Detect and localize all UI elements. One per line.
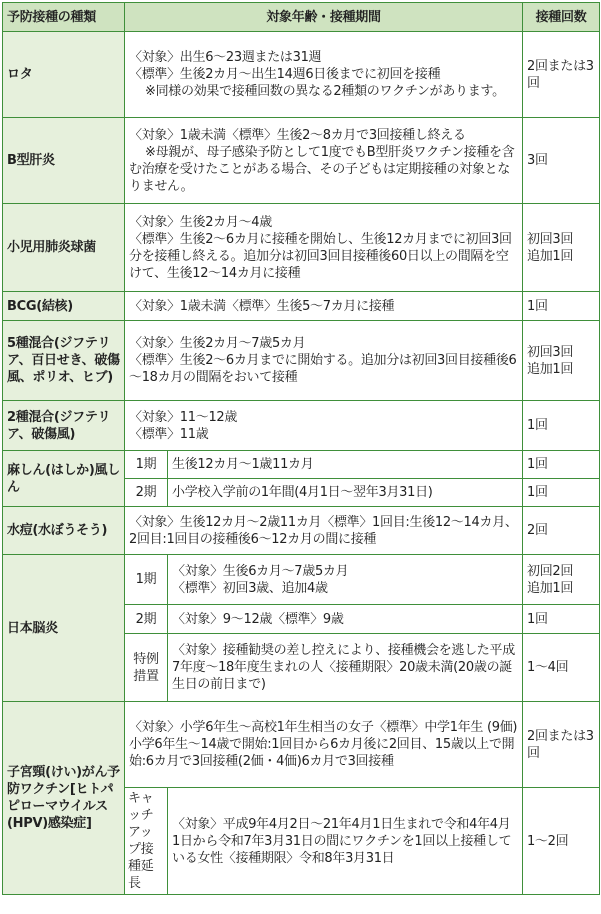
vaccination-schedule	[2, 2, 599, 895]
period-varicella: 〈対象〉生後12カ月～2歳11カ月〈標準〉1回目:生後12～14カ月、2回目:1回目の接種後6～12カ月の間に接種	[125, 507, 523, 555]
count-hpv: 2回または3回	[523, 702, 600, 788]
je-phase1-label: 1期	[125, 555, 168, 605]
five-count-initial: 初回3回	[527, 344, 574, 360]
five-standard: 〈標準〉生後2～6カ月までに開始する。追加分は初回3回目接種後6～18カ月の間隔をおいて接種	[129, 353, 517, 385]
five-count-booster: 追加1回	[527, 361, 574, 377]
count-pneumo	[523, 204, 600, 292]
table-row-je-1	[3, 555, 600, 605]
je-phase1-standard: 〈標準〉初回3歳、追加4歳	[172, 580, 328, 596]
period-five	[125, 321, 523, 401]
vaccine-name-je: 日本脳炎	[3, 555, 125, 702]
pneumo-standard: 〈標準〉生後2～6カ月に接種を開始し、生後12カ月までに初回3回分を接種し終える。追加分は初回3回目接種後60日以上の間隔を空けて、生後12～14カ月に接種	[129, 231, 512, 281]
vaccine-name-hpv: 子宮頸(けい)がん予防ワクチン[ヒトパピローマウイルス(HPV)感染症]	[3, 702, 125, 895]
period-pneumo	[125, 204, 523, 292]
measles-phase2-period: 小学校入学前の1年間(4月1日～翌年3月31日)	[168, 479, 523, 507]
header-count: 接種回数	[523, 3, 600, 32]
header-type: 予防接種の種類	[3, 3, 125, 32]
vaccine-name-bcg: BCG(結核)	[3, 292, 125, 321]
hpv-catchup-label: キャッチアップ接種延長	[125, 788, 168, 895]
rota-standard: 〈標準〉生後2カ月～出生14週6日後までに初回を接種	[129, 67, 441, 82]
table-row-pneumo	[3, 204, 600, 292]
je-count-booster: 追加1回	[527, 580, 574, 596]
je-special-label: 特例措置	[125, 634, 168, 702]
five-target: 〈対象〉生後2カ月～7歳5カ月	[129, 336, 306, 351]
je-phase2-period: 〈対象〉9～12歳〈標準〉9歳	[168, 605, 523, 634]
period-hepb	[125, 118, 523, 204]
count-varicella: 2回	[523, 507, 600, 555]
header-row	[3, 3, 600, 32]
vaccine-name-varicella: 水痘(水ぼうそう)	[3, 507, 125, 555]
vaccine-name-two: 2種混合(ジフテリア、破傷風)	[3, 401, 125, 451]
rota-note: ※同様の効果で接種回数の異なる2種類のワクチンがあります。	[145, 84, 505, 99]
table-row-varicella	[3, 507, 600, 555]
measles-phase1-period: 生後12カ月～1歳11カ月	[168, 451, 523, 479]
vaccine-name-rota: ロタ	[3, 32, 125, 118]
table-row-two	[3, 401, 600, 451]
rota-target: 〈対象〉出生6～23週または31週	[129, 50, 322, 65]
count-bcg: 1回	[523, 292, 600, 321]
count-je-phase1	[523, 555, 600, 605]
vaccine-name-hepb: B型肝炎	[3, 118, 125, 204]
period-bcg: 〈対象〉1歳未満〈標準〉生後5～7カ月に接種	[125, 292, 523, 321]
count-je-phase2: 1回	[523, 605, 600, 634]
vaccine-name-five: 5種混合(ジフテリア、百日せき、破傷風、ポリオ、ヒブ)	[3, 321, 125, 401]
period-two	[125, 401, 523, 451]
table-row-rota	[3, 32, 600, 118]
table-row-hepb	[3, 118, 600, 204]
count-measles-phase1: 1回	[523, 451, 600, 479]
table-row-measles-1	[3, 451, 600, 479]
vaccine-name-pneumo: 小児用肺炎球菌	[3, 204, 125, 292]
measles-phase2-label: 2期	[125, 479, 168, 507]
je-special-period: 〈対象〉接種勧奨の差し控えにより、接種機会を逃した平成7年度～18年度生まれの人〈接種期限〉20歳未満(20歳の誕生日の前日まで)	[168, 634, 523, 702]
pneumo-count-booster: 追加1回	[527, 248, 574, 264]
count-two: 1回	[523, 401, 600, 451]
je-phase1-target: 〈対象〉生後6カ月～7歳5カ月	[172, 563, 349, 579]
count-rota: 2回または3回	[523, 32, 600, 118]
count-je-special: 1～4回	[523, 634, 600, 702]
two-standard: 〈標準〉11歳	[129, 426, 209, 442]
vaccination-table	[2, 2, 600, 895]
pneumo-count-initial: 初回3回	[527, 231, 574, 247]
measles-phase1-label: 1期	[125, 451, 168, 479]
count-hpv-catchup: 1～2回	[523, 788, 600, 895]
header-period: 対象年齢・接種期間	[125, 3, 523, 32]
two-target: 〈対象〉11～12歳	[129, 409, 238, 425]
period-rota	[125, 32, 523, 118]
table-row-five	[3, 321, 600, 401]
je-phase1-period	[168, 555, 523, 605]
table-row-bcg	[3, 292, 600, 321]
vaccine-name-measles: 麻しん(はしか)風しん	[3, 451, 125, 507]
pneumo-target: 〈対象〉生後2カ月～4歳	[129, 214, 272, 230]
table-row-hpv	[3, 702, 600, 788]
hepb-target: 〈対象〉1歳未満〈標準〉生後2～8カ月で3回接種し終える	[129, 127, 466, 143]
count-hepb: 3回	[523, 118, 600, 204]
period-hpv: 〈対象〉小学6年生～高校1年生相当の女子〈標準〉中学1年生 (9価)小学6年生～14歳で開始:1回目から6カ月後に2回目、15歳以上で開始:6カ月で3回接種(2価・4価)6カ月で3回接種	[125, 702, 523, 788]
count-five	[523, 321, 600, 401]
count-measles-phase2: 1回	[523, 479, 600, 507]
hpv-catchup-period: 〈対象〉平成9年4月2日～21年4月1日生まれで令和4年4月1日から令和7年3月31日の間にワクチンを1回以上接種している女性〈接種期限〉令和8年3月31日	[168, 788, 523, 895]
je-phase2-label: 2期	[125, 605, 168, 634]
je-count-initial: 初回2回	[527, 563, 574, 579]
hepb-note: ※母親が、母子感染予防として1度でもB型肝炎ワクチン接種を含む治療を受けたことがある場合、その子どもは定期接種の対象となりません。	[129, 144, 515, 194]
